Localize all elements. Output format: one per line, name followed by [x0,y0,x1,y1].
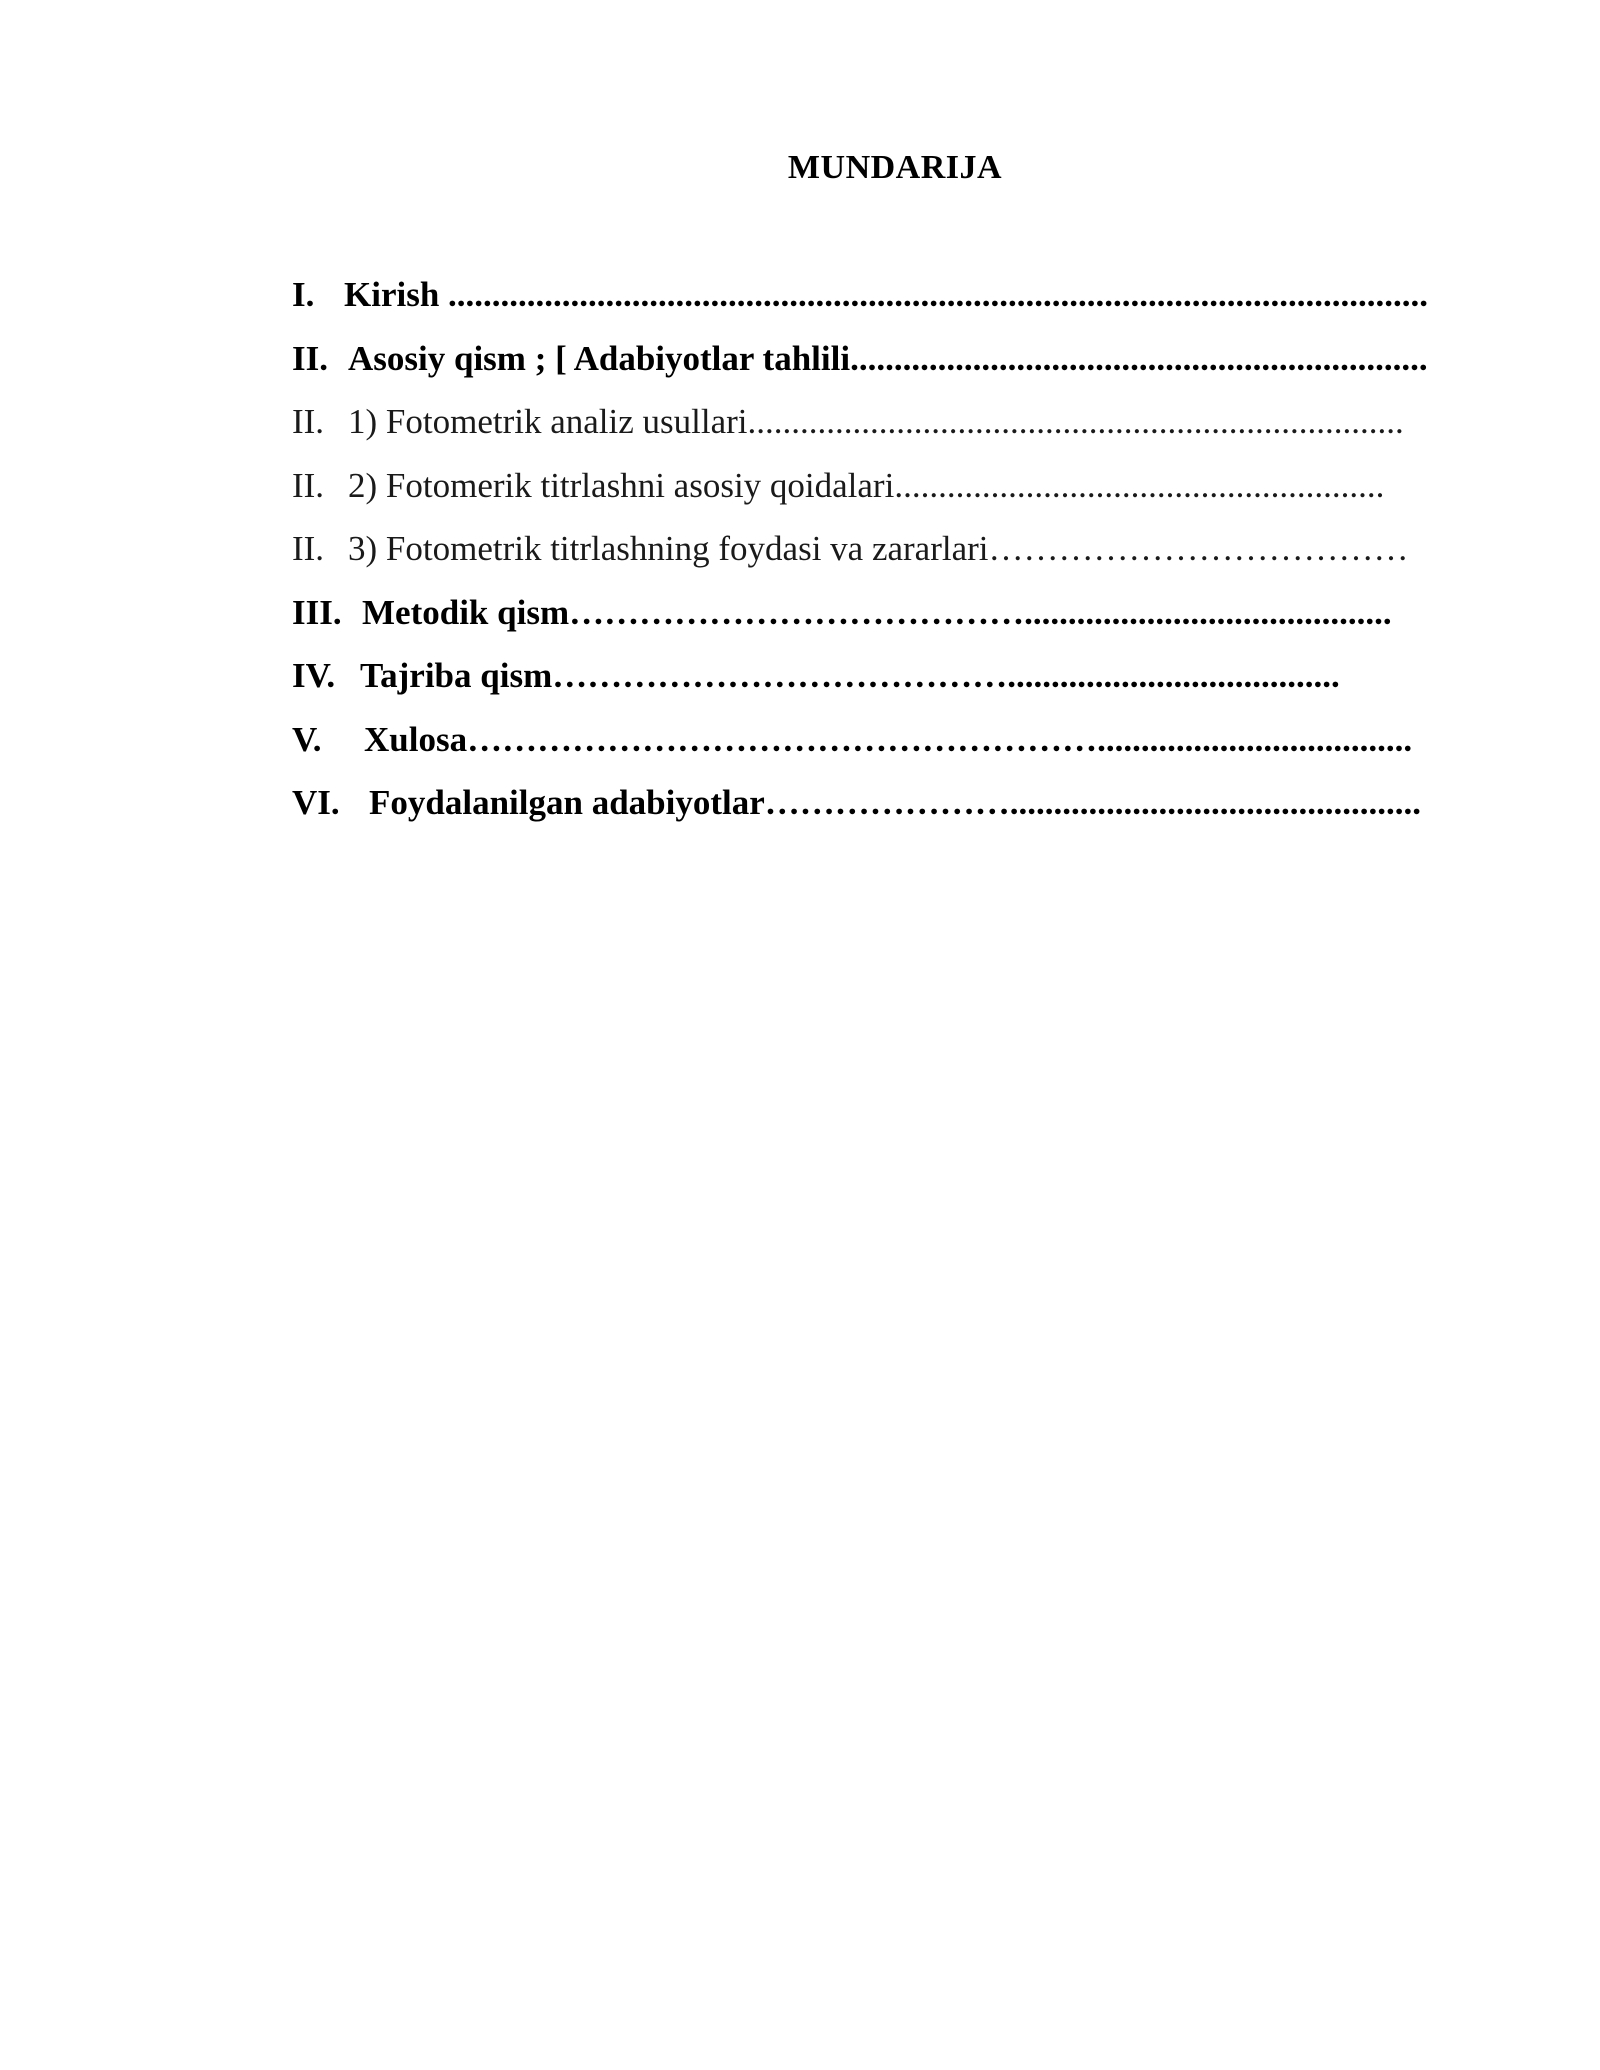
toc-entry-title: Metodik qism [362,592,570,632]
toc-entry [292,463,1492,527]
toc-entry-leader: ……………………………… [988,529,1409,568]
toc-entry-title: Foydalanilgan adabiyotlar [369,783,765,822]
toc-entry-number: VI. [292,783,340,822]
toc-entry-leader: ................................................................................................................ [439,275,1429,314]
page-title: MUNDARIJA [787,149,1003,186]
toc-entry-leader: .................................................................. [850,338,1428,378]
toc-entry-leader: …………………............................................... [764,783,1422,822]
toc-entry-title: Xulosa [364,719,468,759]
toc-entry [292,717,1492,781]
toc-entry-number: II. [292,465,325,505]
toc-entry-number: I. [292,275,315,314]
toc-entry-title: 1) Fotometrik analiz usullari [348,402,748,441]
toc-entry-number: V. [292,719,322,759]
toc-entry [292,272,1492,336]
toc-entry-number: III. [292,592,342,632]
toc-entry-title: Tajriba qism [360,656,553,695]
toc-entry-title: Asosiy qism ; [ Adabiyotlar tahlili [348,338,851,378]
toc-entry [292,653,1492,717]
toc-entry-title: Kirish [344,275,440,314]
toc-entry-title: 2) Fotomerik titrlashni asosiy qoidalari [348,465,895,505]
toc-entry-leader: ………………………………….......................................... [569,592,1392,632]
toc-entry-leader: ........................................................................... [747,402,1404,441]
toc-entry [292,590,1492,654]
toc-entry-leader: ........................................................ [894,465,1385,505]
toc-entry-leader: ……………………………………………….................................... [467,719,1413,759]
toc-entry [292,336,1492,400]
toc-entry [292,526,1492,590]
toc-entry [292,399,1492,463]
toc-entry-number: IV. [292,656,336,695]
toc-entry-title: 3) Fotometrik titrlashning foydasi va zararlari [348,529,989,568]
toc-entry [292,780,1492,844]
table-of-contents [292,272,1492,844]
toc-entry-number: II. [292,338,328,378]
toc-entry-number: II. [292,402,325,441]
toc-entry-leader: …………………………………...................................... [552,656,1340,695]
toc-entry-number: II. [292,529,325,568]
